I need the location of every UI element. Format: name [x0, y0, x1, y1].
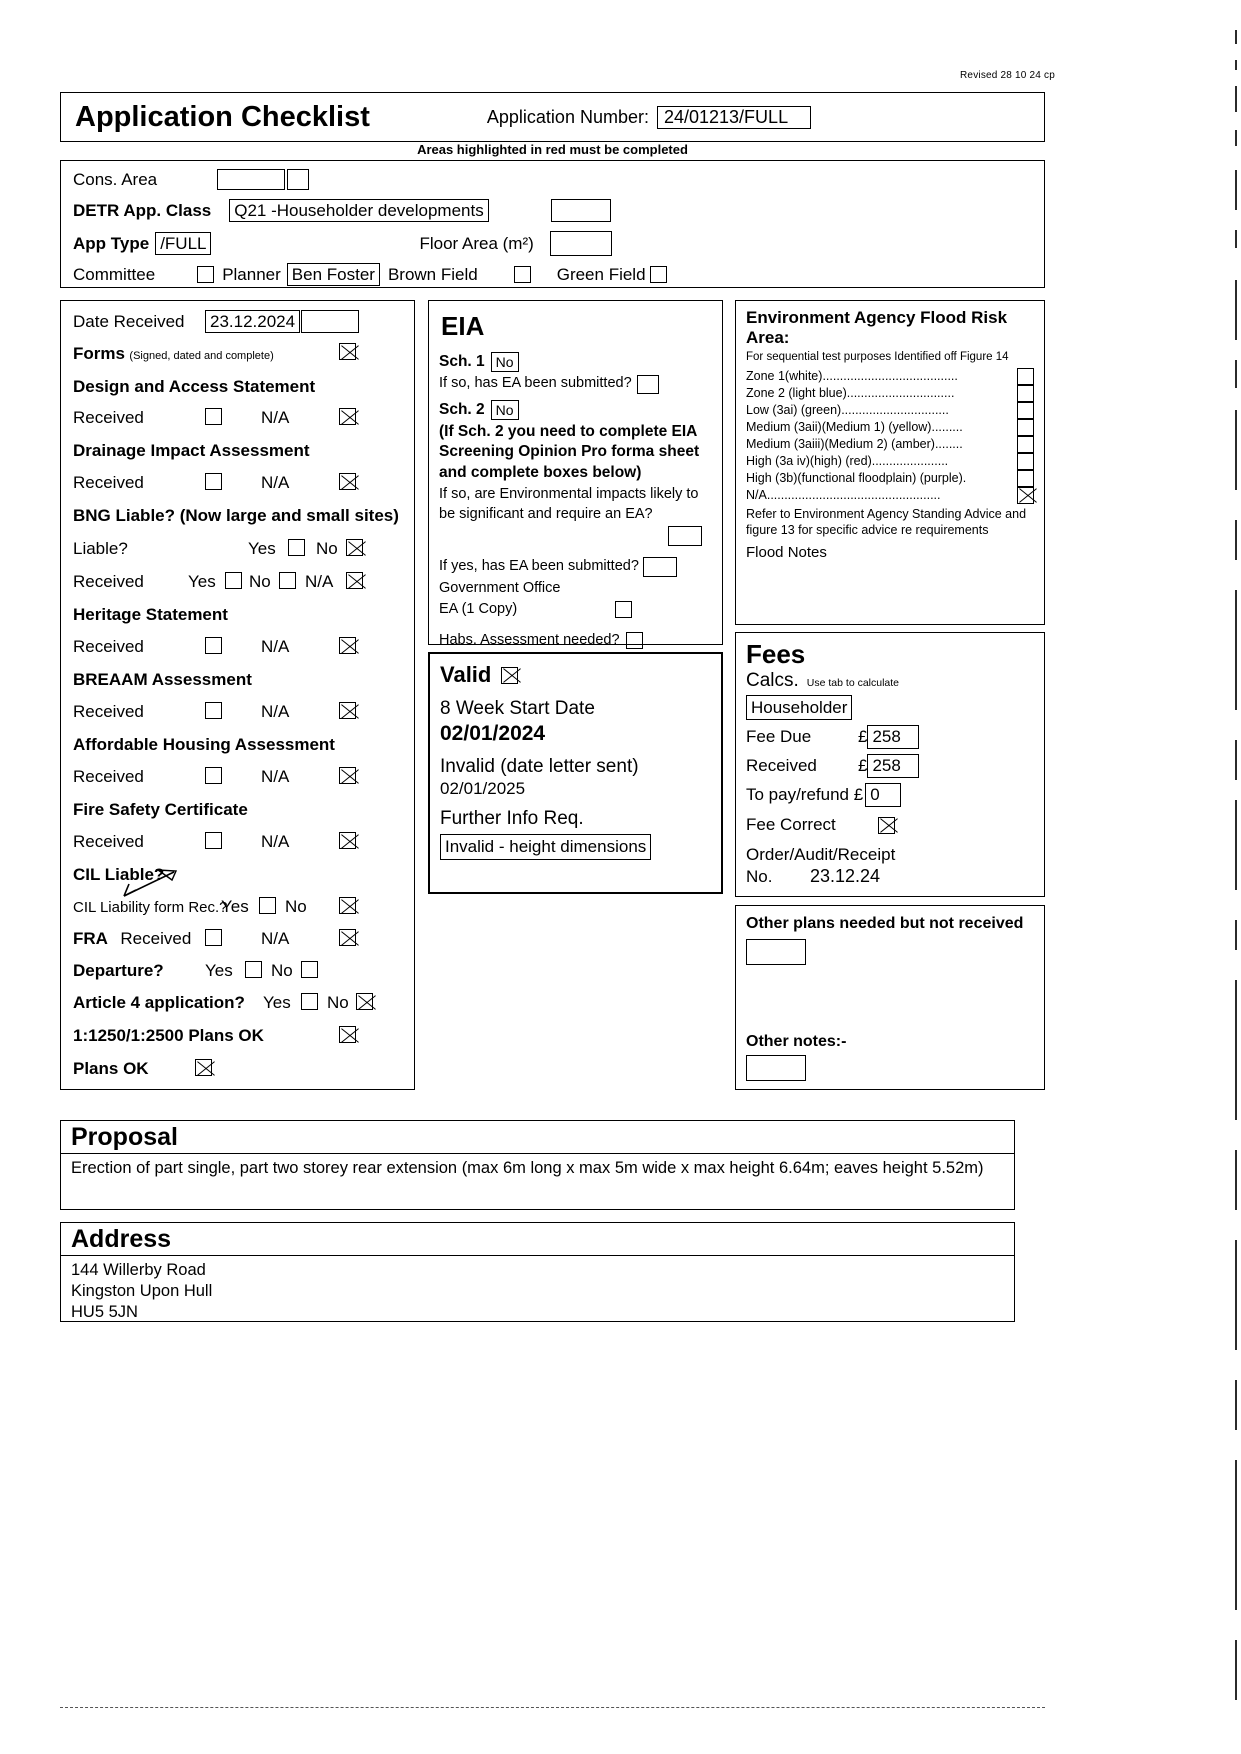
- dia-na-label: N/A: [261, 473, 290, 492]
- eia-habs-row: [439, 631, 712, 650]
- valid-checkbox[interactable]: [501, 667, 518, 684]
- affordable-received-label: Received: [73, 767, 144, 786]
- green-field-checkbox[interactable]: [650, 266, 667, 283]
- flood-zone-label: Medium (3aiii)(Medium 2) (amber): [746, 437, 935, 452]
- affordable-heading-row: [73, 733, 404, 759]
- bng-liable-row: [73, 537, 404, 563]
- further-info-value[interactable]: Invalid - height dimensions: [440, 834, 651, 860]
- fees-calcs-label: Calcs.: [746, 670, 799, 691]
- fees-calcs-row: [746, 670, 1034, 692]
- application-details-box: [60, 160, 1045, 288]
- brown-field-label: Brown Field: [387, 264, 478, 284]
- date-received-row: [73, 310, 404, 336]
- checklist-box: [60, 300, 415, 1090]
- flood-zone-row[interactable]: [746, 368, 1034, 385]
- flood-zone-row[interactable]: [746, 487, 1034, 504]
- fee-correct-row: [746, 815, 1034, 835]
- leader-dots: .........: [931, 420, 963, 435]
- cil-yes-label: Yes: [221, 897, 249, 916]
- bng-received-na-checkbox[interactable]: [346, 572, 363, 589]
- app-type-label: App Type: [73, 233, 150, 253]
- das-received-row: [73, 406, 404, 432]
- eia-impacts-question: If so, are Environmental impacts likely to be significant and require an EA?: [439, 486, 699, 522]
- eia-ea-copy-checkbox[interactable]: [615, 601, 632, 618]
- leader-dots: ...............................: [846, 386, 955, 401]
- das-na-label: N/A: [261, 408, 290, 427]
- bng-received-row: [73, 570, 404, 596]
- fee-due-currency: £: [858, 727, 868, 746]
- flood-zone-label: Low (3ai) (green): [746, 403, 842, 418]
- other-plans-box: [735, 905, 1045, 1090]
- fee-topay-label: To pay/refund £: [746, 785, 864, 804]
- flood-zone-checkbox[interactable]: [1017, 470, 1034, 487]
- green-field-label: Green Field: [556, 264, 646, 284]
- header-bar: [60, 92, 1045, 142]
- eia-submitted-field[interactable]: [643, 557, 677, 577]
- page-title: Application Checklist: [75, 100, 370, 133]
- heritage-received-checkbox[interactable]: [205, 637, 222, 654]
- eia-sch2-note: (If Sch. 2 you need to complete EIA Screening Opinion Pro forma sheet and complete boxes below): [439, 423, 700, 481]
- flood-zone-row[interactable]: [746, 470, 1034, 487]
- das-na-checkbox[interactable]: [339, 408, 356, 425]
- valid-label: Valid: [440, 662, 492, 687]
- cons-area-field[interactable]: [217, 169, 285, 190]
- dia-received-label: Received: [73, 473, 144, 492]
- order-no-value[interactable]: 23.12.24: [810, 866, 881, 886]
- flood-zone-checkbox[interactable]: [1017, 368, 1034, 385]
- heritage-statement-label: Heritage Statement: [73, 605, 228, 624]
- date-received-label: Date Received: [73, 312, 185, 331]
- fire-na-label: N/A: [261, 832, 290, 851]
- eia-submitted-row: [439, 557, 712, 577]
- bng-heading-row: [73, 504, 404, 530]
- eight-week-start-label: 8 Week Start Date: [440, 698, 595, 719]
- bng-received-yes-label: Yes: [188, 572, 216, 591]
- cil-no-checkbox[interactable]: [339, 897, 356, 914]
- breaam-received-checkbox[interactable]: [205, 702, 222, 719]
- scan-edge-marks: [1231, 0, 1241, 1754]
- leader-dots: .......................................: [822, 369, 958, 384]
- affordable-na-label: N/A: [261, 767, 290, 786]
- fire-na-checkbox[interactable]: [339, 832, 356, 849]
- fire-received-label: Received: [73, 832, 144, 851]
- fees-title: Fees: [746, 639, 806, 669]
- flood-zone-row[interactable]: [746, 436, 1034, 453]
- invalid-date-value[interactable]: 02/01/2025: [440, 779, 526, 798]
- fee-topay-row: [746, 783, 1034, 807]
- flood-zone-checkbox[interactable]: [1017, 487, 1034, 504]
- eia-ea-copy-row: [439, 600, 712, 619]
- plans-scale-label: 1:1250/1:2500 Plans OK: [73, 1026, 264, 1045]
- eia-government-office-label: Government Office: [439, 579, 561, 596]
- forms-checkbox[interactable]: [339, 343, 356, 360]
- eia-sch2-label: Sch. 2: [439, 400, 485, 418]
- fire-received-row: [73, 830, 404, 856]
- fire-received-checkbox[interactable]: [205, 832, 222, 849]
- dia-received-checkbox[interactable]: [205, 473, 222, 490]
- committee-label: Committee: [73, 264, 156, 284]
- breaam-received-row: [73, 700, 404, 726]
- committee-row: [73, 263, 667, 286]
- dia-heading-row: [73, 439, 404, 465]
- flood-zone-checkbox[interactable]: [1017, 419, 1034, 436]
- forms-row: [73, 342, 404, 368]
- article4-no-checkbox[interactable]: [356, 993, 373, 1010]
- further-info-label: Further Info Req.: [440, 808, 584, 829]
- eia-ea-copy-label: EA (1 Copy): [439, 600, 518, 617]
- fee-received-currency: £: [858, 756, 868, 775]
- article4-yes-label: Yes: [263, 993, 291, 1012]
- leader-dots: ...............................: [841, 403, 949, 418]
- app-type-row: [73, 231, 612, 256]
- flood-risk-note: Refer to Environment Agency Standing Advice and figure 13 for specific advice re requirements: [746, 506, 1027, 537]
- eia-sch1-row: [439, 352, 712, 372]
- fire-heading-row: [73, 798, 404, 824]
- departure-no-checkbox[interactable]: [301, 961, 318, 978]
- breaam-received-label: Received: [73, 702, 144, 721]
- detr-class-label: DETR App. Class: [73, 200, 212, 220]
- heritage-received-label: Received: [73, 637, 144, 656]
- bng-no-checkbox[interactable]: [346, 539, 363, 556]
- proposal-heading: Proposal: [61, 1121, 1014, 1154]
- cil-no-label: No: [285, 897, 307, 916]
- bng-liable-label: BNG Liable? (Now large and small sites): [73, 506, 399, 525]
- cil-form-received-label: CIL Liability form Rec.?: [73, 899, 228, 916]
- planner-label: Planner: [222, 264, 281, 284]
- breaam-heading-row: [73, 668, 404, 694]
- leader-dots: ..................................................: [766, 488, 941, 503]
- cil-liable-label: CIL Liable?: [73, 865, 165, 884]
- proposal-box: [60, 1120, 1015, 1210]
- flood-zone-row[interactable]: [746, 402, 1034, 419]
- eia-habs-checkbox[interactable]: [626, 632, 643, 649]
- fee-correct-label: Fee Correct: [746, 815, 836, 834]
- fra-label: FRA: [73, 929, 108, 948]
- eia-sch2-field[interactable]: No: [491, 400, 519, 420]
- date-received-field[interactable]: 23.12.2024: [205, 310, 300, 333]
- proposal-text: Erection of part single, part two storey rear extension (max 6m long x max 5m wide x max height 6.64m; eaves height 5.52m): [71, 1159, 984, 1177]
- bng-received-no-checkbox[interactable]: [279, 572, 296, 589]
- fee-due-row: [746, 725, 1034, 749]
- departure-label: Departure?: [73, 961, 164, 980]
- article4-label: Article 4 application?: [73, 993, 245, 1012]
- floor-area-field[interactable]: [550, 231, 612, 256]
- flood-zone-label: Medium (3aii)(Medium 1) (yellow): [746, 420, 932, 435]
- invalid-date-label: Invalid (date letter sent): [440, 756, 639, 777]
- address-line-2: Kingston Upon Hull: [71, 1282, 213, 1301]
- flood-risk-box: [735, 300, 1045, 625]
- address-line-1: 144 Willerby Road: [71, 1261, 206, 1279]
- bng-received-na-label: N/A: [305, 572, 334, 591]
- fra-na-checkbox[interactable]: [339, 929, 356, 946]
- eia-sch1-submitted-row: [439, 374, 712, 393]
- heritage-na-label: N/A: [261, 637, 290, 656]
- other-notes-field[interactable]: [746, 1055, 806, 1081]
- flood-zone-checkbox[interactable]: [1017, 453, 1034, 470]
- other-notes-heading: Other notes:-: [746, 1033, 847, 1051]
- heritage-heading-row: [73, 603, 404, 629]
- flood-notes-label: Flood Notes: [746, 544, 827, 562]
- eia-sch1-submitted-label: If so, has EA been submitted?: [439, 375, 632, 392]
- article4-row: [73, 991, 404, 1017]
- bng-received-label: Received: [73, 572, 144, 591]
- article4-no-label: No: [327, 993, 349, 1012]
- flood-zone-row[interactable]: [746, 419, 1034, 436]
- affordable-na-checkbox[interactable]: [339, 767, 356, 784]
- plans-ok-checkbox[interactable]: [195, 1059, 212, 1076]
- bng-no-label: No: [316, 539, 338, 558]
- fees-box: [735, 632, 1045, 897]
- fra-na-label: N/A: [261, 929, 290, 948]
- fee-due-value[interactable]: 258: [867, 725, 919, 749]
- fee-due-label: Fee Due: [746, 727, 812, 746]
- flood-zone-label: Zone 1(white): [746, 369, 823, 384]
- fees-calcs-note: Use tab to calculate: [806, 677, 900, 689]
- flood-zone-label: High (3b)(functional floodplain) (purple): [746, 471, 963, 486]
- valid-row: [440, 662, 711, 688]
- eia-sch1-label: Sch. 1: [439, 353, 485, 370]
- detr-class-extra-field[interactable]: [551, 199, 611, 222]
- eia-impacts-field[interactable]: [668, 526, 702, 546]
- eia-box: [428, 300, 723, 648]
- revision-stamp: Revised 28 10 24 cp: [960, 70, 1055, 81]
- flood-zone-row[interactable]: [746, 385, 1034, 402]
- heritage-na-checkbox[interactable]: [339, 637, 356, 654]
- breaam-na-checkbox[interactable]: [339, 702, 356, 719]
- fee-category-field[interactable]: Householder: [746, 695, 852, 720]
- address-line-3: HU5 5JN: [71, 1303, 138, 1322]
- order-audit-receipt-label: Order/Audit/Receipt: [746, 845, 896, 864]
- breaam-assessment-label: BREAAM Assessment: [73, 670, 252, 689]
- departure-row: [73, 959, 404, 985]
- drainage-impact-assessment-label: Drainage Impact Assessment: [73, 441, 310, 460]
- departure-yes-label: Yes: [205, 961, 233, 980]
- cons-area-extra-field[interactable]: [287, 169, 309, 190]
- address-box: [60, 1222, 1015, 1322]
- bng-liable-question: Liable?: [73, 539, 128, 558]
- plans-ok-label: Plans OK: [73, 1059, 149, 1078]
- fee-received-value[interactable]: 258: [867, 754, 919, 778]
- eight-week-start-value[interactable]: 02/01/2024: [440, 722, 546, 745]
- forms-label: Forms: [73, 344, 125, 363]
- floor-area-label: Floor Area (m²): [419, 233, 534, 253]
- date-received-extra-field[interactable]: [301, 310, 359, 333]
- cons-area-label: Cons. Area: [73, 169, 158, 189]
- flood-zone-checkbox[interactable]: [1017, 402, 1034, 419]
- flood-zone-checkbox[interactable]: [1017, 436, 1034, 453]
- bng-received-yes-checkbox[interactable]: [225, 572, 242, 589]
- detr-class-field[interactable]: Q21 -Householder developments: [229, 199, 488, 222]
- red-fields-notice: Areas highlighted in red must be completed: [417, 142, 688, 157]
- cons-area-row: [73, 169, 309, 190]
- planner-field[interactable]: Ben Foster: [287, 263, 380, 286]
- leader-dots: .: [962, 471, 967, 486]
- address-heading: Address: [61, 1223, 1014, 1256]
- order-no-row: [746, 866, 1034, 887]
- fra-received-label: Received: [120, 929, 192, 948]
- fee-correct-checkbox[interactable]: [878, 817, 895, 834]
- cil-yes-checkbox[interactable]: [259, 897, 276, 914]
- fee-received-row: [746, 754, 1034, 778]
- plans-ok-row: [73, 1057, 404, 1083]
- forms-note: (Signed, dated and complete): [129, 350, 274, 362]
- departure-yes-checkbox[interactable]: [245, 961, 262, 978]
- other-plans-field[interactable]: [746, 939, 806, 965]
- plans-scale-row: [73, 1024, 404, 1050]
- valid-box: [428, 652, 723, 894]
- handdrawn-arrow-icon: [122, 868, 182, 898]
- brown-field-checkbox[interactable]: [514, 266, 531, 283]
- flood-zone-label: High (3a iv)(high) (red): [746, 454, 872, 469]
- flood-risk-title: Environment Agency Flood Risk Area:: [746, 308, 1008, 347]
- bng-received-no-label: No: [249, 572, 271, 591]
- dia-na-checkbox[interactable]: [339, 473, 356, 490]
- bng-yes-label: Yes: [248, 539, 276, 558]
- flood-risk-subtitle: For sequential test purposes Identified off Figure 14: [746, 351, 1009, 364]
- application-number-label: Application Number:: [486, 106, 649, 127]
- application-number-field[interactable]: 24/01213/FULL: [657, 106, 811, 129]
- das-received-checkbox[interactable]: [205, 408, 222, 425]
- cil-form-row: [73, 895, 404, 921]
- fire-safety-certificate-label: Fire Safety Certificate: [73, 800, 248, 819]
- article4-yes-checkbox[interactable]: [301, 993, 318, 1010]
- other-plans-heading: Other plans needed but not received: [746, 915, 1024, 932]
- fra-row: [73, 927, 404, 953]
- das-received-label: Received: [73, 408, 144, 427]
- fra-received-checkbox[interactable]: [205, 929, 222, 946]
- detr-class-row: [73, 199, 611, 222]
- order-no-label: No.: [746, 866, 773, 886]
- eia-sch1-field[interactable]: No: [491, 352, 519, 372]
- heritage-received-row: [73, 635, 404, 661]
- leader-dots: ......................: [871, 454, 949, 469]
- design-access-statement-label: Design and Access Statement: [73, 377, 316, 396]
- eia-habs-label: Habs. Assessment needed?: [439, 631, 620, 648]
- flood-zone-row[interactable]: [746, 453, 1034, 470]
- flood-zone-label: N/A: [746, 488, 767, 503]
- flood-zone-label: Zone 2 (light blue): [746, 386, 847, 401]
- app-type-field[interactable]: /FULL: [155, 232, 211, 255]
- dia-received-row: [73, 471, 404, 497]
- affordable-housing-label: Affordable Housing Assessment: [73, 735, 335, 754]
- departure-no-label: No: [271, 961, 293, 980]
- eia-sch2-row: [439, 400, 712, 420]
- eia-sch1-submitted-checkbox[interactable]: [637, 375, 659, 394]
- page-bottom-rule: [60, 1706, 1045, 1708]
- eia-title: EIA: [441, 311, 485, 341]
- fee-received-label: Received: [746, 756, 817, 775]
- breaam-na-label: N/A: [261, 702, 290, 721]
- committee-checkbox[interactable]: [197, 266, 214, 283]
- das-heading-row: [73, 375, 404, 401]
- bng-yes-checkbox[interactable]: [288, 539, 305, 556]
- affordable-received-checkbox[interactable]: [205, 767, 222, 784]
- flood-zone-checkbox[interactable]: [1017, 385, 1034, 402]
- fee-topay-value[interactable]: 0: [865, 783, 901, 807]
- affordable-received-row: [73, 765, 404, 791]
- leader-dots: ........: [934, 437, 963, 452]
- plans-scale-checkbox[interactable]: [339, 1026, 356, 1043]
- eia-submitted-label: If yes, has EA been submitted?: [439, 558, 639, 575]
